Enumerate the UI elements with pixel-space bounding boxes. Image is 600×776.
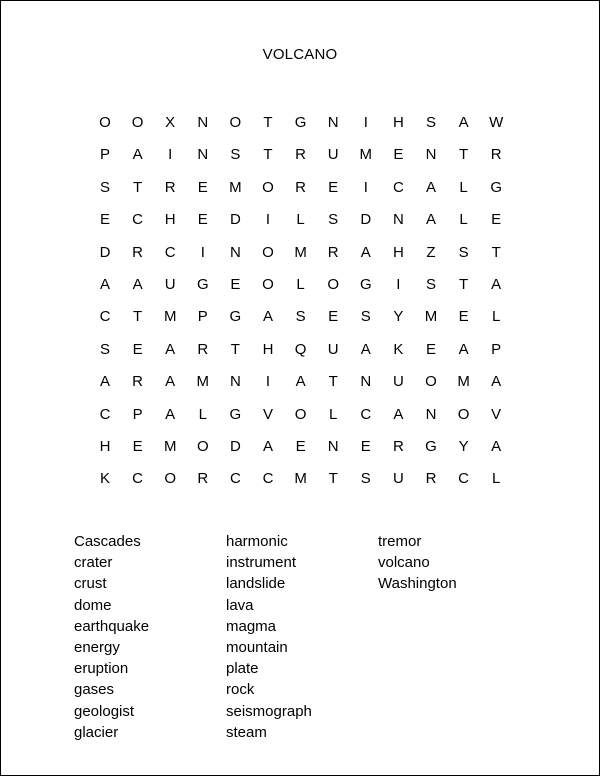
grid-letter: M xyxy=(163,308,177,326)
grid-letter: L xyxy=(329,405,338,423)
grid-letter: L xyxy=(459,211,468,229)
grid-letter: R xyxy=(132,243,144,261)
grid-letter: T xyxy=(328,470,338,488)
grid-letter: V xyxy=(491,405,502,423)
grid-letter: T xyxy=(459,276,469,293)
grid-letter: P xyxy=(132,405,143,423)
grid-letter: E xyxy=(295,438,306,455)
grid-letter: C xyxy=(458,470,470,488)
grid-letter: E xyxy=(197,178,208,196)
grid-letter: O xyxy=(99,114,111,131)
grid-letter: R xyxy=(295,146,307,164)
puzzle-title: VOLCANO xyxy=(262,46,338,63)
grid-letter: E xyxy=(458,308,469,326)
word-list-item: volcano xyxy=(378,554,430,572)
grid-letter: O xyxy=(262,178,274,196)
grid-letter: E xyxy=(328,178,339,196)
grid-letter: H xyxy=(392,243,404,261)
grid-letter: A xyxy=(491,438,502,455)
grid-letter: A xyxy=(295,373,306,391)
grid-letter: O xyxy=(196,438,209,455)
grid-letter: N xyxy=(425,146,437,164)
grid-letter: E xyxy=(360,438,371,455)
word-list-item: energy xyxy=(74,639,120,656)
grid-letter: A xyxy=(458,340,469,358)
word-list-item: earthquake xyxy=(74,617,150,635)
word-list-item: rock xyxy=(226,681,255,699)
grid-letter: A xyxy=(458,114,469,131)
grid-letter: Q xyxy=(294,340,307,358)
grid-letter: C xyxy=(392,178,404,196)
grid-letter: N xyxy=(197,114,209,131)
grid-letter: G xyxy=(196,276,209,293)
grid-letter: Y xyxy=(458,438,469,455)
grid-letter: U xyxy=(164,276,176,293)
grid-letter: T xyxy=(133,178,143,196)
grid-letter: S xyxy=(230,146,241,164)
word-list-item: gases xyxy=(74,681,115,699)
grid-letter: A xyxy=(99,373,110,391)
word-list-item: glacier xyxy=(74,723,119,741)
grid-letter: C xyxy=(99,308,111,326)
grid-letter: A xyxy=(132,276,143,293)
grid-letter: Z xyxy=(426,243,436,261)
grid-letter: K xyxy=(393,340,404,358)
grid-letter: E xyxy=(393,146,404,164)
grid-letter: D xyxy=(360,211,372,229)
grid-letter: A xyxy=(165,340,176,358)
word-list-item: crater xyxy=(74,554,113,572)
grid-letter: R xyxy=(197,340,209,358)
word-list-item: plate xyxy=(226,660,259,678)
grid-letter: T xyxy=(133,308,143,326)
grid-letter: S xyxy=(360,308,371,326)
grid-letter: A xyxy=(491,276,502,293)
grid-letter: P xyxy=(197,308,208,326)
grid-letter: O xyxy=(229,114,242,131)
grid-letter: G xyxy=(294,114,307,131)
grid-letter: L xyxy=(198,405,207,423)
grid-letter: R xyxy=(197,470,209,488)
grid-letter: T xyxy=(263,114,273,131)
grid-letter: U xyxy=(327,340,339,358)
grid-letter: A xyxy=(99,276,110,293)
grid-letter: R xyxy=(490,146,502,164)
grid-letter: G xyxy=(229,308,242,326)
grid-letter: A xyxy=(132,146,143,164)
word-list-item: dome xyxy=(74,596,112,614)
grid-letter: N xyxy=(425,405,437,423)
word-list-item: tremor xyxy=(378,533,422,550)
grid-letter: R xyxy=(392,438,404,455)
grid-letter: E xyxy=(491,211,502,229)
grid-letter: D xyxy=(229,211,241,229)
word-list-item: harmonic xyxy=(226,533,288,550)
grid-letter: L xyxy=(296,276,305,293)
grid-letter: S xyxy=(425,276,436,293)
grid-letter: I xyxy=(396,276,401,293)
grid-letter: N xyxy=(327,438,339,455)
grid-letter: E xyxy=(132,438,143,455)
grid-letter: M xyxy=(196,373,210,391)
grid-letter: U xyxy=(327,146,339,164)
grid-letter: C xyxy=(229,470,241,488)
grid-letter: T xyxy=(230,340,240,358)
grid-letter: T xyxy=(263,146,273,164)
word-list-item: magma xyxy=(226,617,277,635)
grid-letter: S xyxy=(295,308,306,326)
grid-letter: C xyxy=(360,405,372,423)
grid-letter: M xyxy=(163,438,177,455)
grid-letter: M xyxy=(359,146,373,164)
grid-letter: U xyxy=(392,373,404,391)
grid-letter: I xyxy=(265,373,271,391)
grid-letter: M xyxy=(424,308,438,326)
grid-letter: S xyxy=(425,114,436,131)
grid-letter: A xyxy=(165,405,176,423)
word-list-item: instrument xyxy=(226,554,297,572)
grid-letter: A xyxy=(165,373,176,391)
grid-letter: E xyxy=(425,340,436,358)
word-list-item: crust xyxy=(74,575,107,593)
grid-letter: A xyxy=(262,438,273,455)
grid-letter: L xyxy=(459,178,468,196)
grid-letter: G xyxy=(490,178,503,196)
grid-letter: I xyxy=(265,211,271,229)
grid-letter: V xyxy=(262,405,273,423)
grid-letter: C xyxy=(99,405,111,423)
grid-letter: M xyxy=(294,243,307,261)
grid-letter: O xyxy=(131,114,144,131)
word-list-item: landslide xyxy=(226,575,286,593)
grid-letter: U xyxy=(392,470,404,488)
grid-letter: G xyxy=(359,276,372,293)
grid-letter: T xyxy=(491,243,501,261)
grid-letter: N xyxy=(327,114,339,131)
grid-letter: N xyxy=(392,211,404,229)
grid-letter: R xyxy=(295,178,307,196)
grid-letter: D xyxy=(229,438,241,455)
grid-letter: N xyxy=(360,373,372,391)
grid-letter: T xyxy=(328,373,338,391)
grid-letter: H xyxy=(392,114,404,131)
word-list-item: seismograph xyxy=(226,702,312,720)
word-list-item: lava xyxy=(226,596,254,614)
grid-letter: N xyxy=(197,146,209,164)
grid-letter: D xyxy=(99,243,111,261)
grid-letter: I xyxy=(200,243,205,261)
grid-letter: E xyxy=(197,211,208,229)
grid-letter: P xyxy=(99,146,110,164)
grid-letter: S xyxy=(458,243,469,261)
grid-letter: S xyxy=(99,340,110,358)
grid-letter: C xyxy=(132,470,144,488)
grid-letter: G xyxy=(229,405,242,423)
grid-letter: X xyxy=(165,114,176,131)
grid-letter: E xyxy=(99,211,110,229)
grid-letter: T xyxy=(459,146,469,164)
grid-letter: A xyxy=(491,373,502,391)
grid-letter: O xyxy=(327,276,340,293)
grid-letter: P xyxy=(491,340,502,358)
grid-letter: O xyxy=(457,405,470,423)
grid-letter: R xyxy=(132,373,144,391)
grid-letter: C xyxy=(262,470,274,488)
grid-letter: A xyxy=(360,340,371,358)
grid-letter: R xyxy=(425,470,437,488)
grid-letter: A xyxy=(425,211,436,229)
grid-letter: M xyxy=(229,178,242,196)
grid-letter: M xyxy=(457,373,470,391)
grid-letter: O xyxy=(164,470,177,488)
grid-letter: S xyxy=(99,178,110,196)
grid-letter: M xyxy=(294,470,307,488)
grid-letter: I xyxy=(363,178,368,196)
grid-letter: S xyxy=(328,211,339,229)
grid-letter: E xyxy=(132,340,143,358)
grid-letter: O xyxy=(262,276,274,293)
grid-letter: N xyxy=(229,373,241,391)
grid-letter: H xyxy=(99,438,111,455)
grid-letter: R xyxy=(327,243,339,261)
grid-letter: H xyxy=(164,211,176,229)
word-list-item: geologist xyxy=(74,702,135,720)
grid-letter: L xyxy=(296,211,305,229)
grid-letter: E xyxy=(328,308,339,326)
grid-letter: C xyxy=(132,211,144,229)
grid-letter: A xyxy=(425,178,436,196)
word-list-item: eruption xyxy=(74,660,129,678)
word-list-item: Washington xyxy=(378,575,457,593)
grid-letter: O xyxy=(425,373,437,391)
word-list-item: Cascades xyxy=(74,533,141,550)
grid-letter: K xyxy=(99,470,110,488)
grid-letter: E xyxy=(230,276,241,293)
grid-letter: H xyxy=(262,340,274,358)
grid-letter: A xyxy=(393,405,404,423)
grid-letter: G xyxy=(425,438,437,455)
grid-letter: C xyxy=(164,243,176,261)
grid-letter: O xyxy=(262,243,274,261)
grid-letter: W xyxy=(489,114,504,131)
grid-letter: Y xyxy=(393,308,404,326)
grid-letter: S xyxy=(360,470,371,488)
grid-letter: I xyxy=(363,114,368,131)
grid-letter: R xyxy=(164,178,176,196)
grid-letter: I xyxy=(168,146,173,164)
grid-letter: L xyxy=(492,470,501,488)
word-list-item: steam xyxy=(226,723,267,741)
word-list-item: mountain xyxy=(226,639,288,656)
grid-letter: L xyxy=(492,308,501,326)
grid-letter: O xyxy=(294,405,307,423)
grid-letter: N xyxy=(229,243,241,261)
grid-letter: A xyxy=(262,308,273,326)
grid-letter: A xyxy=(360,243,371,261)
